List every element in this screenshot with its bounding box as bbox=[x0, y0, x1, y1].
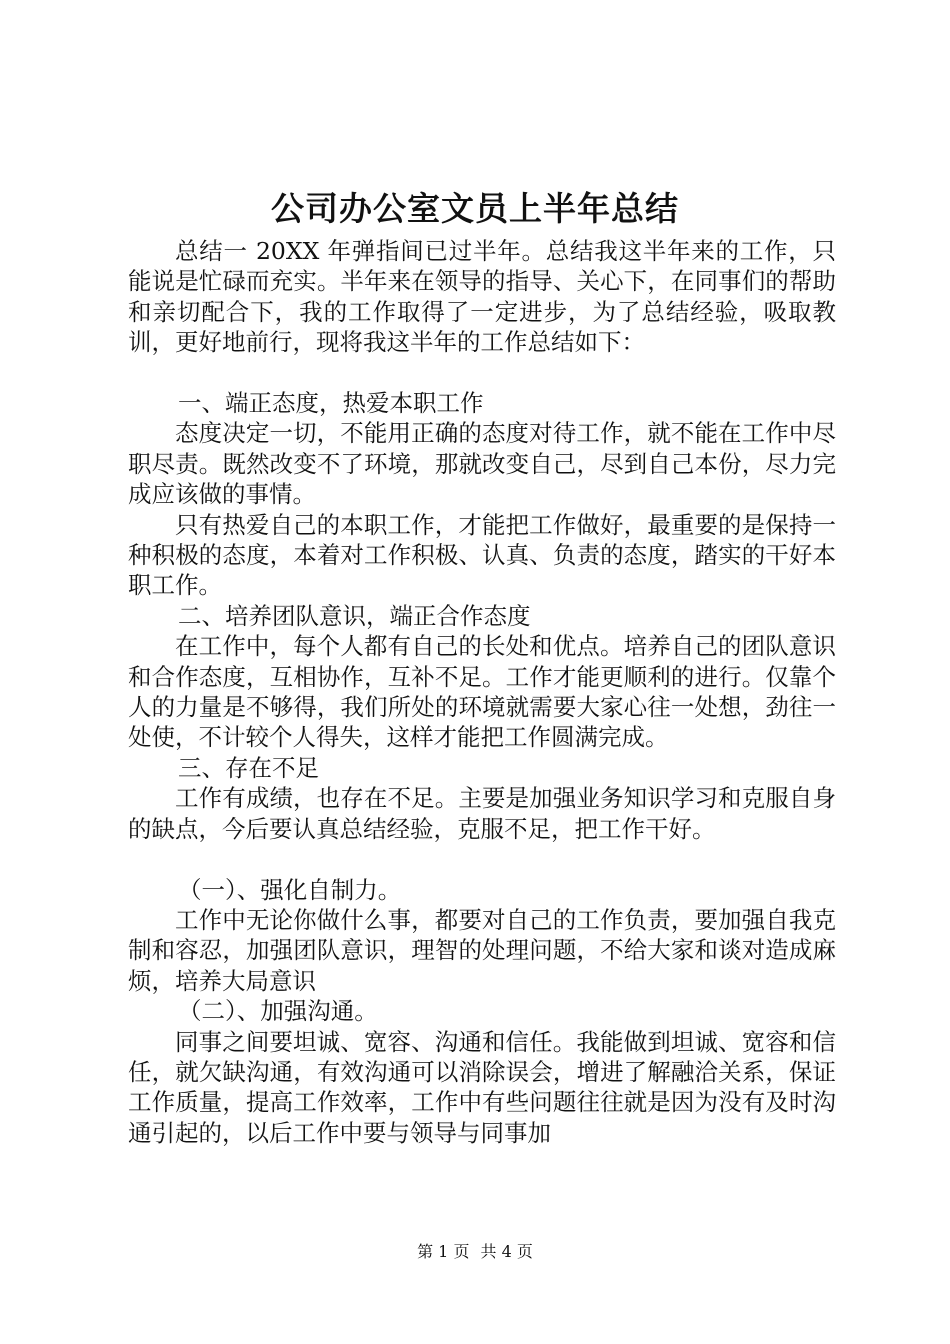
section-2-paragraph-1: 在工作中，每个人都有自己的长处和优点。培养自己的团队意识和合作态度，互相协作，互补不足。工作才能更顺利的进行。仅靠个人的力量是不够得，我们所处的环境就需要大家心往一处想，劲往一处使，不计较个人得失，这样才能把工作圆满完成。 bbox=[128, 632, 836, 752]
subsection-1-paragraph-1: 工作中无论你做什么事，都要对自己的工作负责，要加强自我克制和容忍，加强团队意识，理智的处理问题，不给大家和谈对造成麻烦，培养大局意识 bbox=[128, 905, 836, 995]
section-heading-2: 二、培养团队意识，端正合作态度 bbox=[178, 601, 531, 630]
document-body bbox=[128, 236, 836, 1148]
subsection-2-paragraph-1: 同事之间要坦诚、宽容、沟通和信任。我能做到坦诚、宽容和信任，就欠缺沟通，有效沟通可以消除误会，增进了解融洽关系，保证工作质量，提高工作效率，工作中有些问题往往就是因为没有及时沟通引起的，以后工作中要与领导与同事加 bbox=[128, 1027, 836, 1147]
subsection-heading-2: （二）、加强沟通。 bbox=[178, 997, 378, 1026]
page-footer bbox=[0, 1241, 950, 1263]
section-1-paragraph-1: 态度决定一切，不能用正确的态度对待工作，就不能在工作中尽职尽责。既然改变不了环境，那就改变自己，尽到自己本份，尽力完成应该做的事情。 bbox=[128, 419, 836, 509]
document-title: 公司办公室文员上半年总结 bbox=[271, 189, 679, 228]
subsection-heading-1: （一）、强化自制力。 bbox=[178, 875, 402, 904]
spacer bbox=[128, 358, 836, 388]
page-total: 共 4 页 bbox=[480, 1242, 533, 1261]
section-3-paragraph-1: 工作有成绩，也存在不足。主要是加强业务知识学习和克服自身的缺点，今后要认真总结经验，克服不足，把工作干好。 bbox=[128, 784, 836, 843]
section-heading-3: 三、存在不足 bbox=[178, 753, 319, 782]
spacer bbox=[128, 844, 836, 874]
section-1-paragraph-2: 只有热爱自己的本职工作，才能把工作做好，最重要的是保持一种积极的态度，本着对工作积极、认真、负责的态度，踏实的干好本职工作。 bbox=[128, 510, 836, 600]
section-heading-1: 一、端正态度，热爱本职工作 bbox=[178, 389, 484, 418]
intro-paragraph: 总结一 20XX 年弹指间已过半年。总结我这半年来的工作，只能说是忙碌而充实。半年来在领导的指导、关心下，在同事们的帮助和亲切配合下，我的工作取得了一定进步，为了总结经验，吸取教训，更好地前行，现将我这半年的工作总结如下： bbox=[128, 237, 836, 357]
page-number: 第 1 页 bbox=[417, 1242, 470, 1261]
